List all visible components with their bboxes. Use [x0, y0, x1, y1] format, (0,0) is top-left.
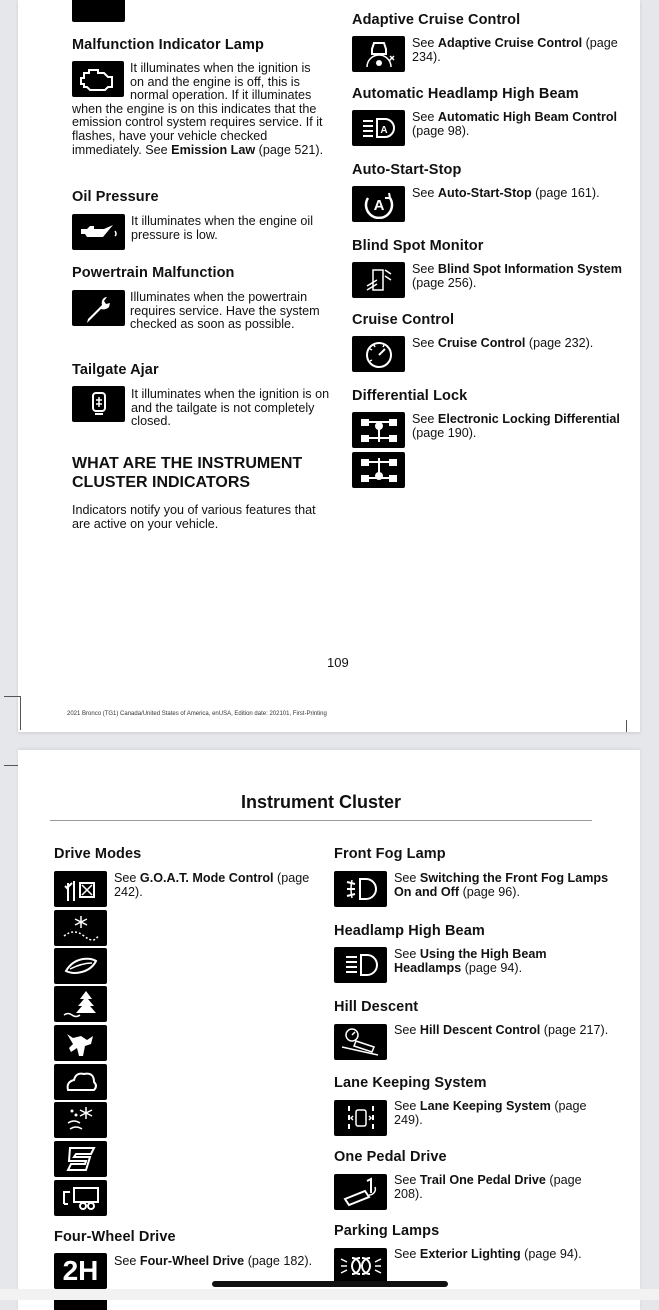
tailgate-icon	[72, 386, 125, 422]
ass-heading: Auto-Start-Stop	[352, 162, 462, 178]
page-footer: 2021 Bronco (TG1) Canada/United States of America, enUSA, Edition date: 202101, First-Printing	[67, 711, 327, 717]
crop-mark	[4, 696, 20, 697]
acc-link[interactable]: Adaptive Cruise Control	[437, 36, 583, 50]
crop-mark	[20, 696, 21, 730]
2h-icon	[54, 1253, 107, 1289]
drive-modes-heading: Drive Modes	[54, 846, 142, 862]
fog-heading: Front Fog Lamp	[334, 846, 446, 862]
hill-heading: Hill Descent	[334, 999, 419, 1015]
hill-link[interactable]: Hill Descent Control	[419, 1023, 541, 1037]
parking-heading: Parking Lamps	[334, 1223, 440, 1239]
acc-description: See Adaptive Cruise Control (page 234).	[412, 36, 618, 64]
diff-description: See Electronic Locking Differential (page 190).	[412, 412, 620, 440]
parking-description: See Exterior Lighting (page 94).	[394, 1247, 582, 1261]
one-pedal-icon	[334, 1174, 387, 1210]
blind-spot-icon	[352, 262, 405, 298]
oil-pressure-description: It illuminates when the engine oil pressure is low.	[131, 214, 314, 242]
baja-mode-icon	[54, 1025, 107, 1061]
highbeam-heading: Headlamp High Beam	[334, 923, 485, 939]
mil-heading: Malfunction Indicator Lamp	[72, 37, 264, 53]
lane-keeping-icon	[334, 1100, 387, 1136]
drive-modes-description: See G.O.A.T. Mode Control (page 242).	[114, 871, 310, 899]
oil-pressure-heading: Oil Pressure	[72, 189, 159, 205]
cutoff-indicator-icon	[72, 0, 125, 22]
tow-haul-mode-icon	[54, 1180, 107, 1216]
crop-mark	[626, 720, 627, 732]
diff-heading: Differential Lock	[352, 388, 468, 404]
diff-link[interactable]: Electronic Locking Differential	[437, 412, 620, 426]
hill-descent-icon	[334, 1024, 387, 1060]
page-title: Instrument Cluster	[240, 792, 402, 812]
mil-description: It illuminates when the ignition is on and the engine is off, this is normal operation. If it illuminates when the engine is on this indicates that the emission control system requires service. If it flashes, have your vehicle checked immediately. See Emission Law (page 521).	[72, 61, 324, 157]
high-beam-icon	[334, 947, 387, 983]
title-divider	[50, 820, 592, 821]
snow-mode-icon	[54, 910, 107, 946]
diff-lock-rear-icon	[352, 452, 405, 488]
cruise-link[interactable]: Cruise Control	[437, 336, 526, 350]
highbeam-description: See Using the High Beam Headlamps (page 94).	[394, 947, 547, 975]
auto-start-stop-icon	[352, 186, 405, 222]
powertrain-description: Illuminates when the powertrain requires service. Have the system checked as soon as possible.	[130, 290, 320, 332]
pedal-heading: One Pedal Drive	[334, 1149, 447, 1165]
powertrain-heading: Powertrain Malfunction	[72, 265, 235, 281]
ass-link[interactable]: Auto-Start-Stop	[437, 186, 532, 200]
goat-mode-link[interactable]: G.O.A.T. Mode Control	[139, 871, 274, 885]
pedal-description: See Trail One Pedal Drive (page 208).	[394, 1173, 582, 1201]
lane-heading: Lane Keeping System	[334, 1075, 487, 1091]
tailgate-description: It illuminates when the ignition is on and the tailgate is not completely closed.	[131, 387, 330, 429]
ahb-link[interactable]: Automatic High Beam Control	[437, 110, 618, 124]
pedal-link[interactable]: Trail One Pedal Drive	[419, 1173, 546, 1187]
page-number: 109	[327, 655, 349, 670]
ahb-heading: Automatic Headlamp High Beam	[352, 86, 579, 102]
fwd-heading: Four-Wheel Drive	[54, 1229, 176, 1245]
scroll-indicator[interactable]	[212, 1281, 448, 1287]
svg-text:A: A	[373, 197, 384, 214]
section-description: Indicators notify you of various features that are active on your vehicle.	[72, 503, 316, 531]
fwd-description: See Four-Wheel Drive (page 182).	[114, 1254, 313, 1268]
bsm-description: See Blind Spot Information System (page 256).	[412, 262, 622, 290]
fog-link[interactable]: Switching the Front Fog Lamps On and Off	[394, 871, 609, 899]
eco-mode-icon	[54, 948, 107, 984]
manual-page-110	[18, 750, 640, 1310]
manual-page-109	[18, 0, 640, 732]
goat-mode-icon	[54, 871, 107, 907]
svg-text:A: A	[379, 125, 388, 136]
acc-heading: Adaptive Cruise Control	[352, 12, 521, 28]
parking-link[interactable]: Exterior Lighting	[419, 1247, 521, 1261]
section-heading: WHAT ARE THE INSTRUMENT CLUSTER INDICATORS	[72, 455, 303, 491]
2h-icon-label: 2H	[62, 1255, 99, 1286]
ahb-description: See Automatic High Beam Control (page 98).	[412, 110, 618, 138]
bsm-heading: Blind Spot Monitor	[352, 238, 484, 254]
tailgate-heading: Tailgate Ajar	[72, 362, 159, 378]
cruise-heading: Cruise Control	[352, 312, 455, 328]
mud-ruts-mode-icon	[54, 1064, 107, 1100]
cruise-control-icon	[352, 336, 405, 372]
viewer-bottom-edge	[0, 1289, 659, 1300]
ass-description: See Auto-Start-Stop (page 161).	[412, 186, 600, 200]
diff-lock-front-icon	[352, 412, 405, 448]
lane-description: See Lane Keeping System (page 249).	[394, 1099, 587, 1127]
front-fog-lamp-icon	[334, 871, 387, 907]
lane-link[interactable]: Lane Keeping System	[419, 1099, 551, 1113]
sand-mode-icon	[54, 1102, 107, 1138]
slippery-mode-icon	[54, 986, 107, 1022]
highbeam-link[interactable]: Using the High Beam Headlamps	[394, 947, 547, 975]
sport-mode-icon	[54, 1141, 107, 1177]
bsm-link[interactable]: Blind Spot Information System	[437, 262, 622, 276]
cruise-description: See Cruise Control (page 232).	[412, 336, 594, 350]
oil-can-icon	[72, 214, 125, 250]
hill-description: See Hill Descent Control (page 217).	[394, 1023, 609, 1037]
parking-lamps-icon	[334, 1248, 387, 1284]
adaptive-cruise-icon	[352, 36, 405, 72]
emission-law-link[interactable]: Emission Law	[171, 142, 256, 157]
fwd-link[interactable]: Four-Wheel Drive	[139, 1254, 245, 1268]
fog-description: See Switching the Front Fog Lamps On and Off (page 96).	[394, 871, 609, 899]
auto-high-beam-icon	[352, 110, 405, 146]
